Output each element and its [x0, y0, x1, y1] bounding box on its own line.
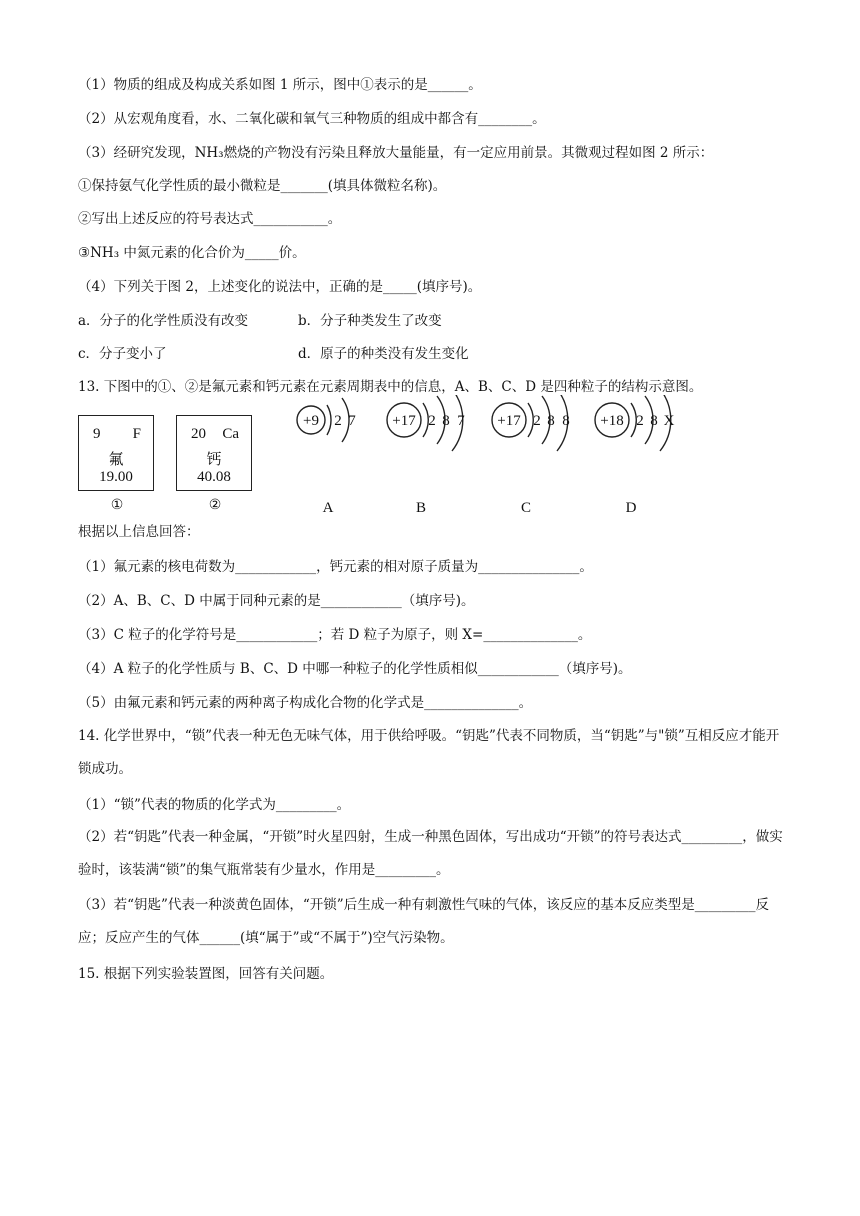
q14-part2: （2）若“钥匙”代表一种金属，“开锁”时火星四射，生成一种黑色固体，写出成功“开锁”的符号表达式_________，做实验时，该装满“锁”的集气瓶常装有少量水，作用是_________。	[78, 829, 783, 878]
q13-lead: 根据以上信息回答：	[78, 524, 200, 540]
q12-part3-c: ③NH₃ 中氮元素的化合价为_____价。	[78, 245, 306, 261]
q13-part5: （5）由氟元素和钙元素的两种离子构成化合物的化学式是______________。	[78, 695, 533, 711]
shell-electrons: 2	[428, 413, 436, 429]
shell-electrons: 2	[334, 413, 342, 429]
element-symbol: F	[132, 426, 141, 442]
shell-electrons: 8	[442, 413, 450, 429]
element-symbol: Ca	[222, 426, 239, 442]
particle-caption-c: C	[520, 500, 532, 516]
nucleus-charge: +17	[392, 413, 416, 429]
particle-diagrams	[0, 395, 860, 525]
nucleus-charge: +9	[303, 413, 319, 429]
shell-electrons: 8	[562, 413, 570, 429]
nucleus-charge: +17	[497, 413, 521, 429]
shell-electrons: 2	[636, 413, 644, 429]
option-c: c．分子变小了	[78, 346, 167, 362]
element-name: 氟	[108, 452, 124, 468]
option-b: b．分子种类发生了改变	[298, 313, 442, 329]
option-d: d．原子的种类没有发生变化	[298, 346, 469, 362]
q13-part4: （4）A 粒子的化学性质与 B、C、D 中哪一种粒子的化学性质相似____________（填序号)。	[78, 661, 632, 677]
q13-part2: （2）A、B、C、D 中属于同种元素的是____________（填序号)。	[78, 593, 475, 609]
q13-stem: 13. 下图中的①、②是氟元素和钙元素在元素周期表中的信息，A、B、C、D 是四种粒子的结构示意图。	[78, 379, 703, 395]
shell-electrons: 7	[457, 413, 465, 429]
option-a: a．分子的化学性质没有改变	[78, 313, 249, 329]
q12-part4: （4）下列关于图 2，上述变化的说法中，正确的是_____(填序号)。	[78, 279, 482, 295]
particle-caption-d: D	[625, 500, 637, 516]
q12-part3: （3）经研究发现，NH₃燃烧的产物没有污染且释放大量能量，有一定应用前景。其微观过程如图 2 所示：	[78, 145, 714, 161]
particle-caption-a: A	[322, 500, 334, 516]
shell-arc	[327, 405, 331, 435]
nucleus-charge: +18	[600, 413, 624, 429]
shell-electrons: 8	[650, 413, 658, 429]
element-name: 钙	[206, 452, 222, 468]
q13-part1: （1）氟元素的核电荷数为____________，钙元素的相对原子质量为_______________。	[78, 559, 593, 575]
shell-electrons: 7	[348, 413, 356, 429]
atomic-mass: 19.00	[99, 469, 133, 485]
caption-1: ①	[110, 498, 124, 513]
particle-caption-b: B	[415, 500, 427, 516]
q12-options-row1	[78, 311, 442, 331]
caption-2: ②	[208, 498, 222, 513]
q12-part3-b: ②写出上述反应的符号表达式___________。	[78, 211, 342, 227]
q12-part3-a: ①保持氨气化学性质的最小微粒是_______(填具体微粒名称)。	[78, 178, 447, 194]
q14-stem: 14. 化学世界中，“锁”代表一种无色无味气体，用于供给呼吸。“钥匙”代表不同物质，当“钥匙”与"锁”互相反应才能开锁成功。	[78, 728, 780, 777]
q13-part3: （3）C 粒子的化学符号是____________；若 D 粒子为原子，则 X=______________。	[78, 627, 592, 643]
shell-electrons: 8	[547, 413, 555, 429]
shell-electrons: X	[663, 413, 675, 429]
q14-part3: （3）若“钥匙”代表一种淡黄色固体，“开锁”后生成一种有刺激性气味的气体，该反应的基本反应类型是_________反应；反应产生的气体______(填“属于”或“不属于”)空气污染物。	[78, 897, 769, 946]
q14-part1: （1）“锁”代表的物质的化学式为_________。	[78, 797, 351, 813]
q12-options-row2	[78, 344, 469, 364]
q15-stem: 15. 根据下列实验装置图，回答有关问题。	[78, 966, 334, 982]
atomic-number: 9	[93, 426, 101, 442]
q12-part2: （2）从宏观角度看，水、二氧化碳和氧气三种物质的组成中都含有________。	[78, 111, 546, 127]
atomic-number: 20	[191, 426, 206, 442]
shell-electrons: 2	[533, 413, 541, 429]
atomic-mass: 40.08	[197, 469, 231, 485]
q12-part1: （1）物质的组成及构成关系如图 1 所示，图中①表示的是______。	[78, 77, 482, 93]
